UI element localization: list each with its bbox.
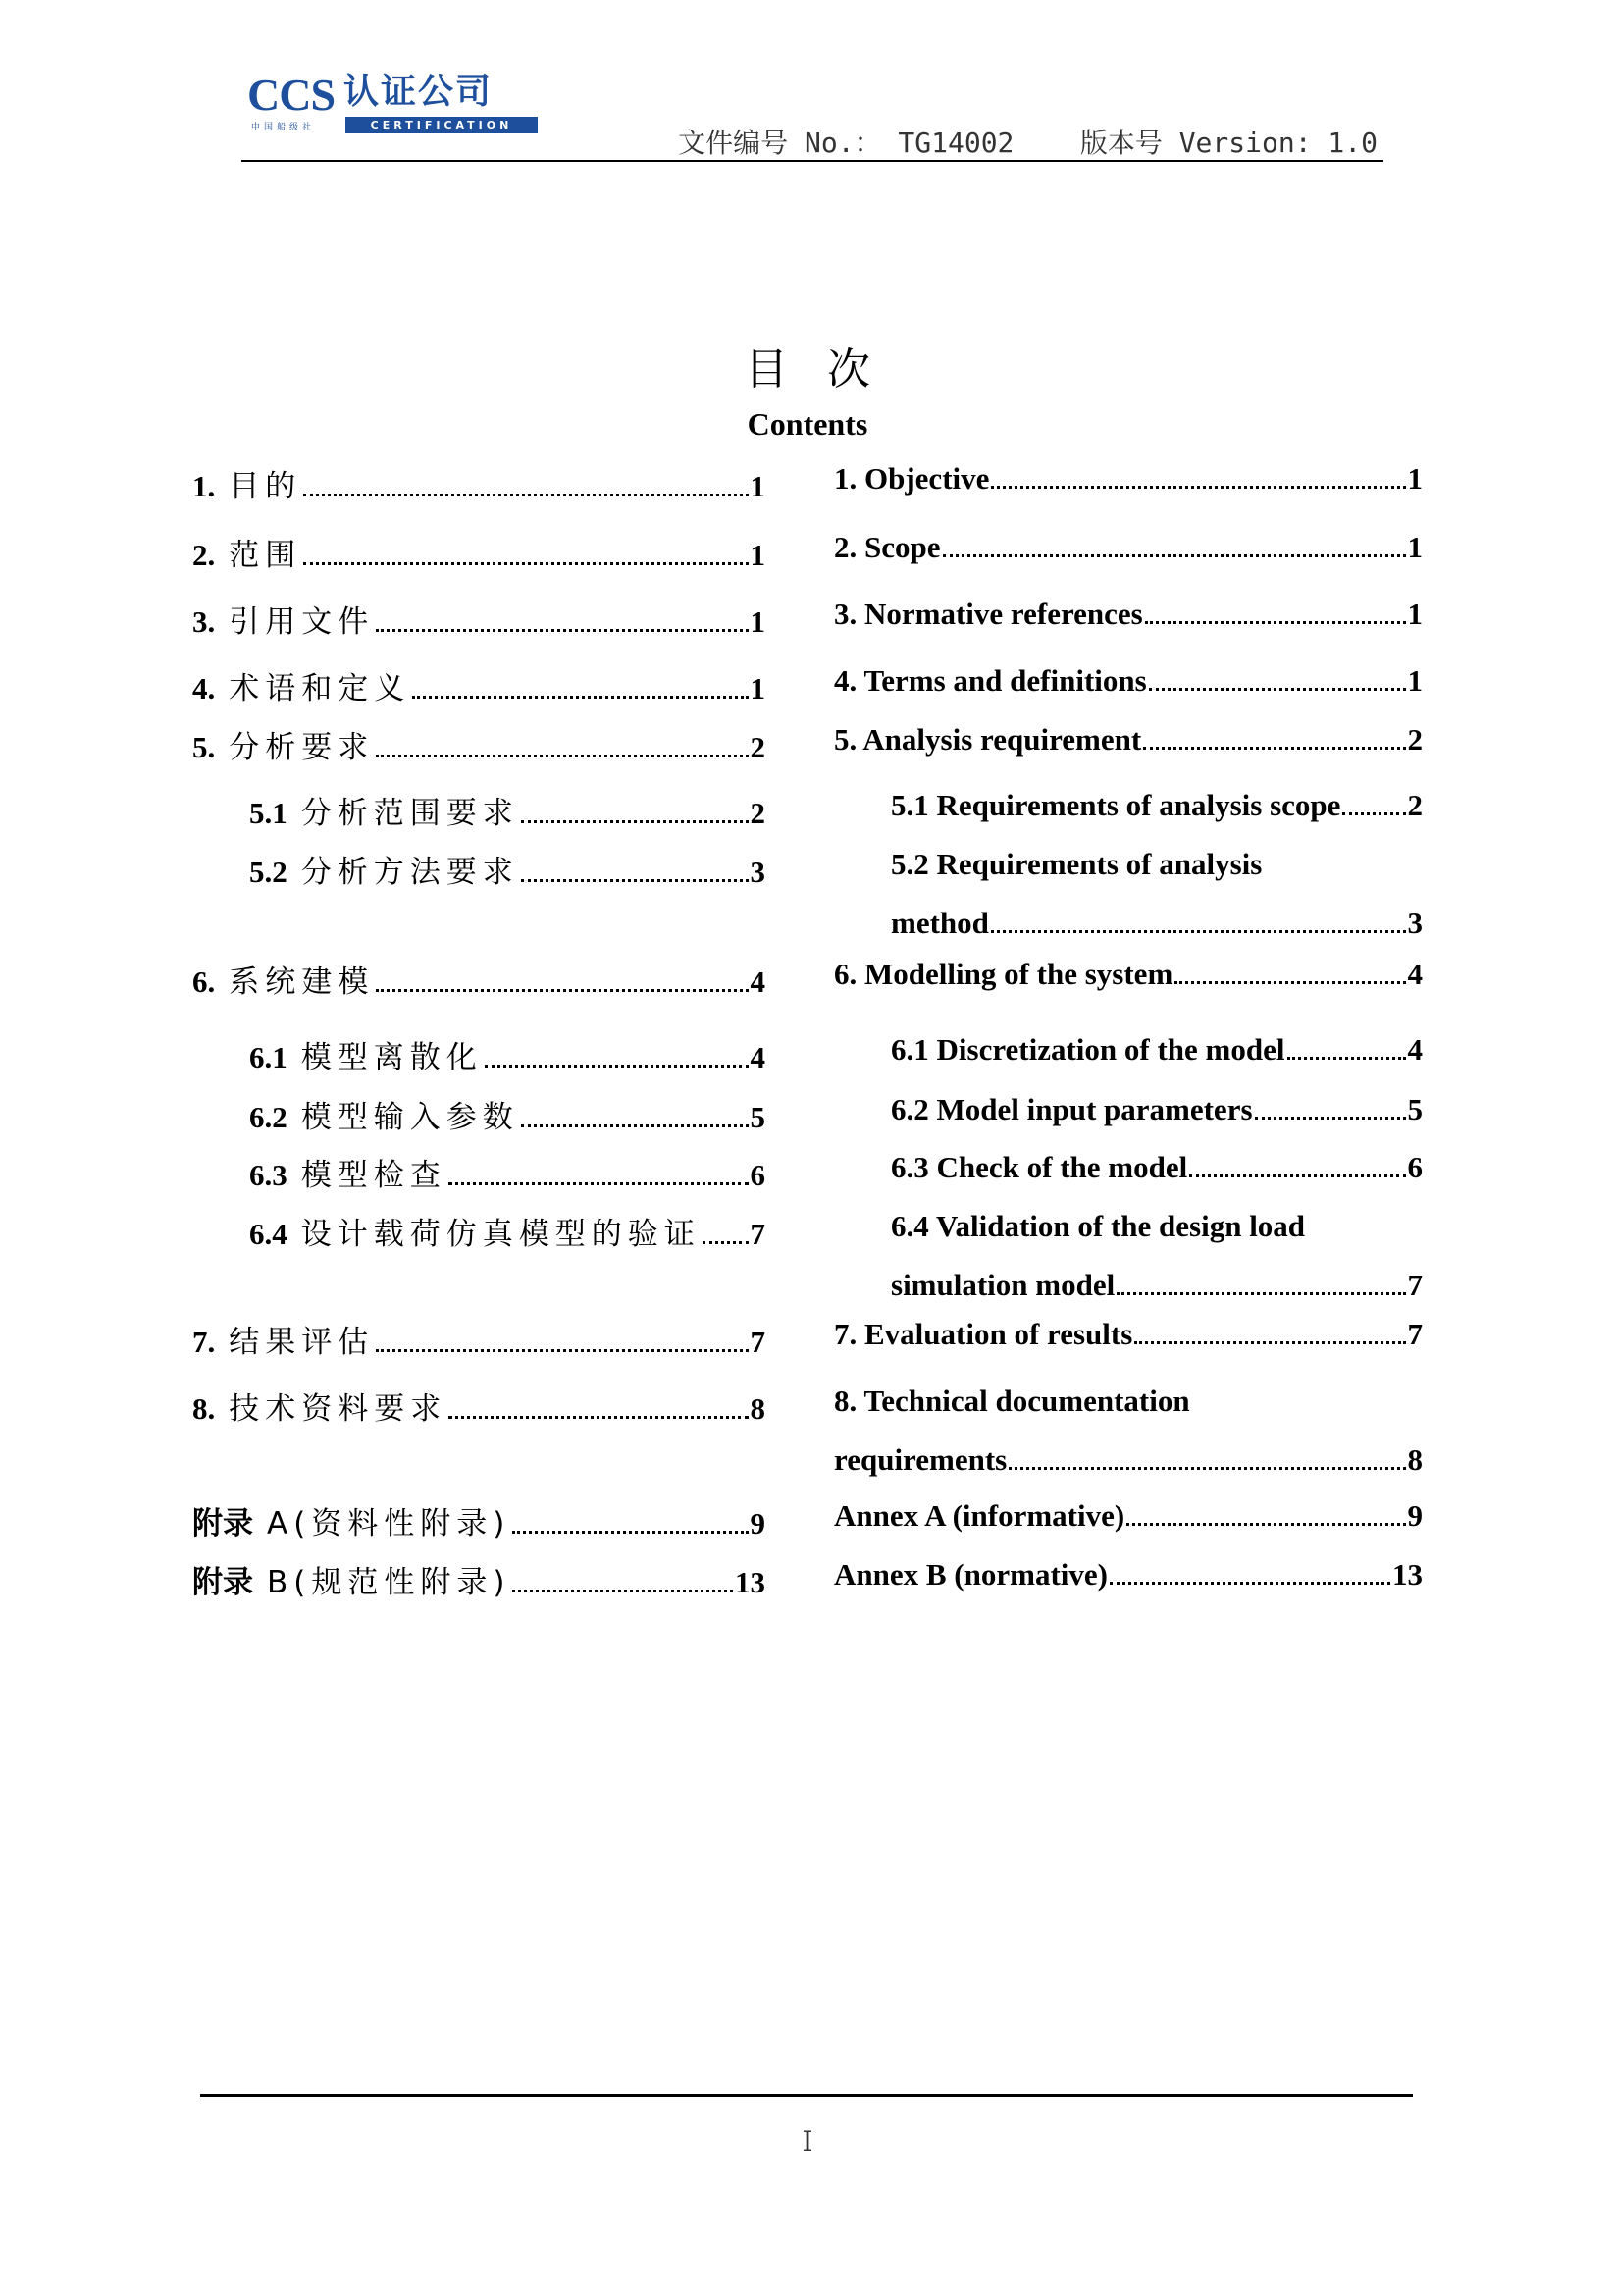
logo-cn-text: 认证公司 [343, 72, 494, 112]
dot-leader [376, 755, 748, 757]
toc-entry-page: 7 [750, 1217, 765, 1251]
dot-leader [512, 1590, 733, 1592]
toc-entry-page: 4 [1407, 957, 1423, 991]
toc-entry-number: 3. [192, 604, 216, 639]
dot-leader [485, 1065, 749, 1068]
toc-entry-number: 附录 [192, 1565, 253, 1599]
dot-leader [1145, 621, 1406, 624]
toc-entry-title: 结果评估 [229, 1325, 375, 1360]
toc-entry-title: 范围 [229, 538, 302, 573]
toc-entry-en [834, 1150, 1423, 1185]
toc-entry-page: 9 [1407, 1498, 1423, 1533]
toc-entry-en [834, 597, 1423, 632]
dot-leader [512, 1531, 748, 1534]
toc-entry-number: 8. [192, 1391, 216, 1426]
toc-entry-title-continued: requirements [834, 1442, 1008, 1477]
toc-entry-en-continuation [834, 1268, 1423, 1303]
toc-entry-cn [192, 1032, 765, 1076]
dot-leader [1134, 1341, 1405, 1344]
toc-entry-title: 6.4 Validation of the design load [891, 1209, 1306, 1243]
footer-divider [200, 2094, 1413, 2097]
logo-certification-band: CERTIFICATION [345, 117, 538, 133]
toc-entry-cn [192, 597, 765, 641]
toc-entry-cn [192, 1557, 765, 1601]
dot-leader [1009, 1467, 1405, 1470]
toc-entry-en [834, 1032, 1423, 1068]
toc-entry-page: 4 [750, 965, 765, 999]
toc-entry-title: A(资料性附录) [267, 1506, 511, 1541]
document-number-version: 文件编号 No.： TG14002 版本号 Version: 1.0 [678, 127, 1378, 159]
toc-entry-title: 5.1 Requirements of analysis scope [891, 788, 1341, 822]
toc-entry-title-continued: simulation model [891, 1268, 1116, 1302]
toc-entry-page: 7 [1407, 1268, 1423, 1302]
toc-entry-title: 技术资料要求 [229, 1391, 447, 1427]
toc-entry-page: 6 [750, 1158, 765, 1192]
dot-leader [703, 1241, 749, 1244]
toc-entry-title: 模型离散化 [300, 1040, 483, 1075]
toc-entry-title: 6.1 Discretization of the model [891, 1032, 1285, 1067]
toc-entry-en [834, 1209, 1423, 1244]
toc-entry-title: 3. Normative references [834, 597, 1143, 631]
toc-entry-title: 术语和定义 [229, 671, 411, 706]
dot-leader [1189, 1174, 1405, 1177]
dot-leader [1255, 1117, 1406, 1120]
toc-entry-title: B(规范性附录) [267, 1565, 511, 1600]
toc-entry-page: 1 [1407, 530, 1423, 564]
toc-entry-cn [192, 1150, 765, 1194]
toc-entry-cn [192, 1383, 765, 1428]
toc-entry-title: Annex A (informative) [834, 1498, 1125, 1533]
toc-entry-cn [192, 461, 765, 505]
dot-leader [448, 1416, 748, 1419]
toc-entry-page: 4 [1407, 1032, 1423, 1067]
toc-entry-title: 4. Terms and definitions [834, 663, 1147, 698]
toc-entry-page: 1 [750, 538, 765, 572]
toc-entry-cn [192, 530, 765, 574]
toc-entry-en [834, 663, 1423, 699]
toc-entry-title: 6. Modelling of the system [834, 957, 1173, 991]
toc-entry-page: 1 [750, 469, 765, 503]
toc-entry-page: 1 [750, 671, 765, 705]
toc-entry-en [834, 1498, 1423, 1534]
toc-entry-page: 13 [1392, 1557, 1423, 1592]
toc-entry-page: 6 [1407, 1150, 1423, 1184]
toc-entry-en [834, 1557, 1423, 1592]
toc-entry-number: 1. [192, 469, 216, 503]
dot-leader [1342, 812, 1405, 815]
toc-entry-cn [192, 847, 765, 891]
page-number: I [802, 2125, 813, 2158]
toc-entry-number: 2. [192, 538, 216, 572]
toc-entry-title: 模型检查 [300, 1158, 446, 1193]
dot-leader [376, 629, 748, 632]
toc-entry-title: 分析要求 [229, 730, 375, 765]
toc-entry-title: 分析方法要求 [300, 855, 519, 890]
dot-leader [303, 494, 748, 496]
toc-entry-title: 系统建模 [229, 965, 375, 1000]
toc-entry-cn [192, 663, 765, 707]
toc-entry-cn [192, 788, 765, 832]
toc-entry-page: 1 [1407, 597, 1423, 631]
dot-leader [1149, 688, 1406, 691]
toc-entry-page: 3 [1407, 906, 1423, 940]
toc-entry-number: 7. [192, 1325, 216, 1359]
dot-leader [1143, 747, 1405, 750]
toc-entry-en [834, 1317, 1423, 1352]
toc-entry-page: 1 [1407, 663, 1423, 698]
toc-entry-en [834, 1092, 1423, 1127]
page-title-en: Contents [747, 406, 868, 442]
toc-entry-title: 目的 [229, 469, 302, 504]
header-divider [241, 160, 1383, 162]
toc-entry-page: 13 [735, 1565, 765, 1599]
dot-leader [1110, 1582, 1390, 1585]
toc-entry-en [834, 722, 1423, 757]
dot-leader [412, 696, 748, 699]
dot-leader [991, 930, 1406, 933]
dot-leader [1174, 981, 1405, 984]
toc-entry-title: 引用文件 [229, 604, 375, 640]
toc-entry-number: 附录 [192, 1506, 253, 1540]
toc-entry-title: 设计载荷仿真模型的验证 [300, 1217, 701, 1252]
logo-subtitle: 中国船级社 [251, 123, 316, 132]
dot-leader [1117, 1292, 1405, 1295]
toc-entry-page: 4 [750, 1040, 765, 1074]
toc-entry-en [834, 1383, 1423, 1419]
toc-entry-page: 9 [750, 1506, 765, 1540]
toc-entry-en [834, 530, 1423, 565]
dot-leader [1126, 1523, 1405, 1526]
toc-entry-title: 7. Evaluation of results [834, 1317, 1133, 1351]
dot-leader [521, 820, 749, 823]
dot-leader [991, 486, 1405, 489]
toc-entry-cn [192, 1317, 765, 1361]
toc-entry-title-continued: method [891, 906, 989, 940]
toc-entry-page: 7 [750, 1325, 765, 1359]
toc-entry-number: 6.1 [249, 1040, 287, 1074]
toc-entry-en [834, 788, 1423, 823]
toc-entry-title: 模型输入参数 [300, 1100, 519, 1135]
toc-entry-page: 5 [750, 1100, 765, 1134]
dot-leader [521, 879, 749, 882]
toc-entry-title: 5. Analysis requirement [834, 722, 1142, 757]
toc-entry-page: 2 [1407, 788, 1423, 822]
toc-entry-cn [192, 1209, 765, 1253]
toc-entry-title: 分析范围要求 [300, 796, 519, 831]
toc-entry-en-continuation [834, 906, 1423, 941]
toc-entry-title: 6.3 Check of the model [891, 1150, 1188, 1184]
dot-leader [376, 1349, 748, 1352]
toc-entry-number: 6. [192, 965, 216, 999]
toc-entry-title: 5.2 Requirements of analysis [891, 847, 1263, 881]
toc-entry-number: 4. [192, 671, 216, 705]
dot-leader [521, 1124, 749, 1127]
toc-entry-en [834, 957, 1423, 992]
toc-entry-title: 8. Technical documentation [834, 1383, 1190, 1418]
toc-entry-cn [192, 1092, 765, 1136]
toc-entry-page: 8 [1407, 1442, 1423, 1477]
toc-entry-number: 6.4 [249, 1217, 287, 1251]
toc-entry-page: 2 [750, 796, 765, 830]
toc-entry-number: 5.1 [249, 796, 287, 830]
toc-entry-number: 5. [192, 730, 216, 764]
toc-entry-title: 1. Objective [834, 461, 990, 496]
toc-entry-en-continuation [834, 1442, 1423, 1478]
toc-entry-cn [192, 722, 765, 766]
toc-entry-title: Annex B (normative) [834, 1557, 1108, 1592]
dot-leader [303, 562, 748, 565]
toc-entry-cn [192, 957, 765, 1001]
toc-entry-page: 3 [750, 855, 765, 889]
toc-entry-page: 2 [750, 730, 765, 764]
toc-entry-page: 5 [1407, 1092, 1423, 1126]
toc-entry-number: 6.3 [249, 1158, 287, 1192]
logo-ccs-text: CCS [247, 70, 336, 120]
toc-entry-title: 2. Scope [834, 530, 941, 564]
toc-entry-number: 5.2 [249, 855, 287, 889]
toc-entry-page: 2 [1407, 722, 1423, 757]
toc-entry-en [834, 847, 1423, 882]
toc-entry-en [834, 461, 1423, 496]
dot-leader [448, 1182, 749, 1185]
dot-leader [943, 554, 1406, 557]
page-title-cn: 目次 [745, 344, 910, 394]
toc-entry-title: 6.2 Model input parameters [891, 1092, 1253, 1126]
toc-entry-page: 7 [1407, 1317, 1423, 1351]
ccs-certification-logo [247, 70, 542, 141]
toc-entry-number: 6.2 [249, 1100, 287, 1134]
toc-entry-page: 1 [750, 604, 765, 639]
toc-entry-page: 1 [1407, 461, 1423, 496]
dot-leader [376, 989, 748, 992]
toc-entry-cn [192, 1498, 765, 1542]
dot-leader [1287, 1057, 1406, 1060]
toc-entry-page: 8 [750, 1391, 765, 1426]
